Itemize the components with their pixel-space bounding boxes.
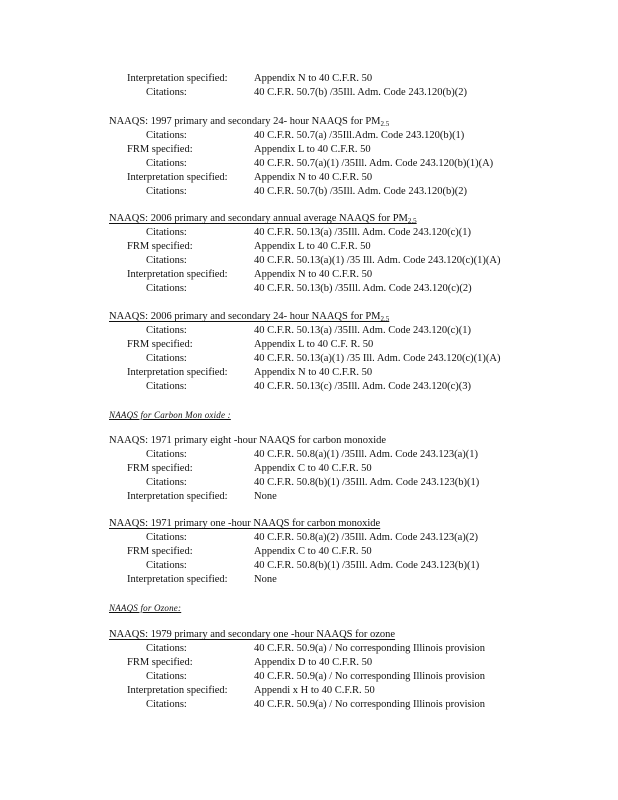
section-title-ozone: NAAQS for Ozone: <box>109 603 182 613</box>
citations-label: Citations: <box>146 185 187 197</box>
row-value: 40 C.F.R. 50.7(b) /35Ill. Adm. Code 243.120(b)(2) <box>254 86 467 98</box>
row-value: 40 C.F.R. 50.13(a) /35Ill. Adm. Code 243.120(c)(1) <box>254 324 472 336</box>
row-value: 40 C.F.R. 50.13(a)(1) /35 Ill. Adm. Code 243.120(c)(1)(A) <box>254 254 501 266</box>
row-value: Appendix L to 40 C.F. R. 50 <box>254 338 374 350</box>
row-value: Appendix D to 40 C.F.R. 50 <box>254 656 373 668</box>
row-value: 40 C.F.R. 50.9(a) / No corresponding Illinois provision <box>254 698 486 710</box>
row-value: 40 C.F.R. 50.13(a)(1) /35 Ill. Adm. Code 243.120(c)(1)(A) <box>254 352 501 364</box>
frm-label: FRM specified: <box>127 240 193 252</box>
citations-label: Citations: <box>146 559 187 571</box>
citations-label: Citations: <box>146 642 187 654</box>
naaqs-header: NAAQS: 1979 primary and secondary one -hour NAAQS for ozone <box>109 629 396 640</box>
row-value: 40 C.F.R. 50.8(b)(1) /35Ill. Adm. Code 243.123(b)(1) <box>254 559 480 571</box>
row-value: 40 C.F.R. 50.7(a) /35Ill.Adm. Code 243.120(b)(1) <box>254 129 465 141</box>
row-value: Appendix N to 40 C.F.R. 50 <box>254 73 373 84</box>
frm-label: FRM specified: <box>127 338 193 350</box>
frm-label: FRM specified: <box>127 545 193 557</box>
citations-label: Citations: <box>146 476 187 488</box>
row-value: 40 C.F.R. 50.8(a)(1) /35Ill. Adm. Code 243.123(a)(1) <box>254 448 479 460</box>
naaqs-header: NAAQS: 2006 primary and secondary annual average NAAQS for $PM_{2.5}$ <box>109 213 417 225</box>
row-value: 40 C.F.R. 50.7(a)(1) /35Ill. Adm. Code 243.120(b)(1)(A) <box>254 157 494 169</box>
naaqs-header: NAAQS: 2006 primary and secondary 24- hour NAAQS for $PM_{2.5}$ <box>109 311 390 323</box>
interpretation-label: Interpretation specified: <box>127 490 228 502</box>
subscript: 2.5 <box>380 315 390 323</box>
subscript: 2.5 <box>407 217 417 225</box>
subscript: 2.5 <box>380 120 390 128</box>
row-value: Appendix N to 40 C.F.R. 50 <box>254 268 373 280</box>
citations-label: Citations: <box>146 226 187 238</box>
interpretation-label: Interpretation specified: <box>127 171 228 183</box>
row-value: 40 C.F.R. 50.9(a) / No corresponding Illinois provision <box>254 670 486 682</box>
interpretation-label: Interpretation specified: <box>127 366 228 378</box>
citations-label: Citations: <box>146 254 187 266</box>
interpretation-label: Interpretation specified: <box>127 573 228 585</box>
citations-label: Citations: <box>146 282 187 294</box>
naaqs-header: NAAQS: 1971 primary one -hour NAAQS for carbon monoxide <box>109 518 381 529</box>
citations-label: Citations: <box>146 86 187 98</box>
naaqs-header: NAAQS: 1997 primary and secondary 24- hour NAAQS for $PM_{2.5}$ <box>109 116 390 128</box>
citations-label: Citations: <box>146 670 187 682</box>
frm-label: FRM specified: <box>127 656 193 668</box>
naaqs-header: NAAQS: 1971 primary eight -hour NAAQS for carbon monoxide <box>109 435 387 446</box>
citations-label: Citations: <box>146 352 187 364</box>
row-value: Appendix N to 40 C.F.R. 50 <box>254 366 373 378</box>
interpretation-label: Interpretation specified: <box>127 268 228 280</box>
row-value: Appendix C to 40 C.F.R. 50 <box>254 462 372 474</box>
row-value: Appendix L to 40 C.F.R. 50 <box>254 240 371 252</box>
row-value: Appendix C to 40 C.F.R. 50 <box>254 545 372 557</box>
row-value: None <box>254 573 277 585</box>
frm-label: FRM specified: <box>127 462 193 474</box>
row-value: Appendix L to 40 C.F.R. 50 <box>254 143 371 155</box>
row-value: 40 C.F.R. 50.13(b) /35Ill. Adm. Code 243.120(c)(2) <box>254 282 472 294</box>
interpretation-label: Interpretation specified: <box>127 684 228 696</box>
row-value: 40 C.F.R. 50.8(b)(1) /35Ill. Adm. Code 243.123(b)(1) <box>254 476 480 488</box>
row-value: Appendix N to 40 C.F.R. 50 <box>254 171 373 183</box>
citations-label: Citations: <box>146 531 187 543</box>
citations-label: Citations: <box>146 380 187 392</box>
row-value: 40 C.F.R. 50.9(a) / No corresponding Illinois provision <box>254 642 486 654</box>
row-value: 40 C.F.R. 50.13(c) /35Ill. Adm. Code 243.120(c)(3) <box>254 380 472 392</box>
row-value: Appendi x H to 40 C.F.R. 50 <box>254 684 375 696</box>
citations-label: Citations: <box>146 157 187 169</box>
row-value: 40 C.F.R. 50.13(a) /35Ill. Adm. Code 243.120(c)(1) <box>254 226 472 238</box>
citations-label: Citations: <box>146 448 187 460</box>
frm-label: FRM specified: <box>127 143 193 155</box>
citations-label: Citations: <box>146 698 187 710</box>
citations-label: Citations: <box>146 129 187 141</box>
section-title-carbon-monoxide: NAAQS for Carbon Mon oxide : <box>109 410 231 420</box>
row-value: 40 C.F.R. 50.8(a)(2) /35Ill. Adm. Code 243.123(a)(2) <box>254 531 479 543</box>
interpretation-label: Interpretation specified: <box>127 73 228 84</box>
citations-label: Citations: <box>146 324 187 336</box>
row-value: None <box>254 490 277 502</box>
row-value: 40 C.F.R. 50.7(b) /35Ill. Adm. Code 243.120(b)(2) <box>254 185 467 197</box>
